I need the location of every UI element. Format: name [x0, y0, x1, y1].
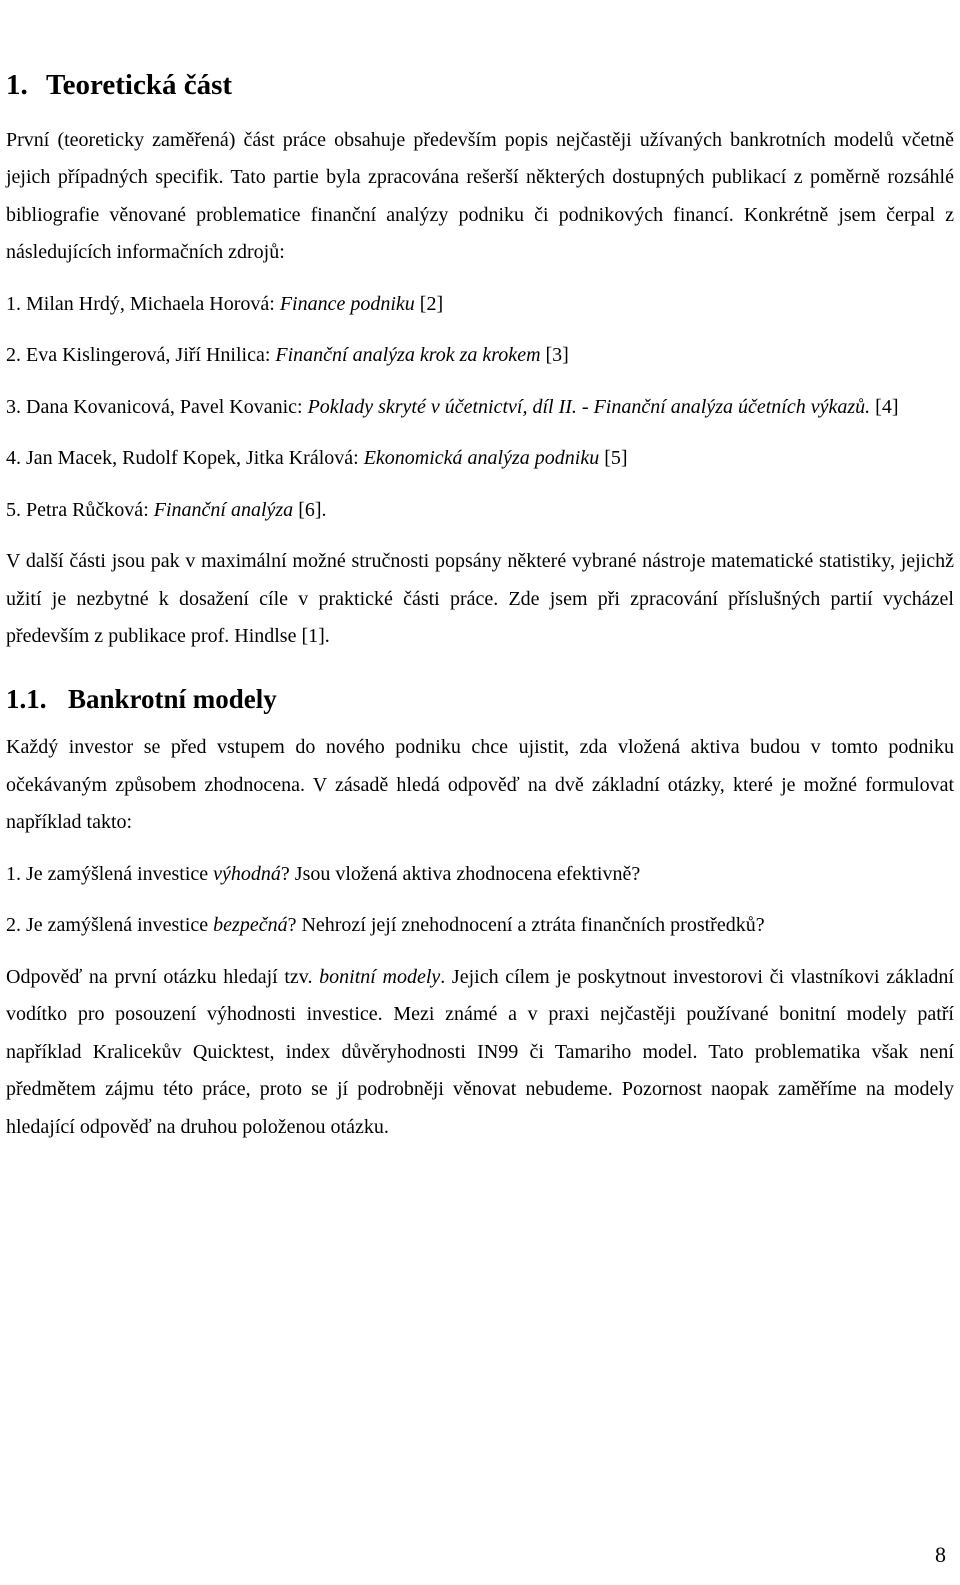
outro-paragraph: V další části jsou pak v maximální možné stručnosti popsány některé vybrané nástroje matematické statistiky, jejichž užití je nezbytné k dosažení cíle v praktické části práce. Zde jsem při zpracování příslušných partií vycházel především z publikace prof. Hindlse [1]. — [6, 550, 954, 648]
reference-title: Finanční analýza krok za krokem — [275, 344, 541, 367]
reference-title: Finance podniku — [279, 292, 415, 315]
reference-title: Ekonomická analýza podniku — [363, 447, 600, 470]
reference-title: Poklady skryté v účetnictví, díl II. - Finanční analýza účetních výkazů. — [307, 395, 871, 418]
bonity-paragraph: Odpověď na první otázku hledají tzv. bonitní modely. Jejich cílem je poskytnout investorovi či vlastníkovi základní vodítko pro posouzení výhodnosti investice. Mezi známé a v praxi nejčastěji používané bonitní modely patří například Kralicekův Quicktest, index důvěryhodnosti IN99 či Tamariho model. Tato problematika však není předmětem zájmu této práce, proto se jí podrobněji věnovat nebudeme. Pozornost naopak zaměříme na modely hledající odpověď na druhou položenou otázku. — [6, 965, 954, 1138]
reference-item: 1. Milan Hrdý, Michaela Horová: Finance podniku [2] — [6, 292, 444, 315]
reference-title: Finanční analýza — [153, 498, 294, 521]
reference-item: 2. Eva Kislingerová, Jiří Hnilica: Finanční analýza krok za krokem [3] — [6, 344, 569, 367]
question-item: 2. Je zamýšlená investice bezpečná? Nehrozí její znehodnocení a ztráta finančních prostředků? — [6, 914, 765, 937]
intro-paragraph — [6, 122, 954, 272]
reference-item: 4. Jan Macek, Rudolf Kopek, Jitka Králová: Ekonomická analýza podniku [5] — [6, 447, 628, 470]
subsection-title: Bankrotní modely — [68, 683, 277, 714]
question-emphasis: bezpečná — [213, 914, 288, 937]
subsection-heading — [6, 683, 954, 715]
question-item: 1. Je zamýšlená investice výhodná? Jsou vložená aktiva zhodnocena efektivně? — [6, 862, 641, 885]
question-emphasis: výhodná — [213, 862, 281, 885]
investor-paragraph: Každý investor se před vstupem do nového podniku chce ujistit, zda vložená aktiva budou v tomto podniku očekávaným způsobem zhodnocena. V zásadě hledá odpověď na dvě základní otázky, které je možné formulovat například takto: — [6, 736, 954, 834]
reference-list — [6, 286, 954, 530]
subsection-number: 1.1. — [6, 683, 47, 714]
intro-lead-text: První (teoreticky zaměřená) část práce obsahuje především popis nejčastěji užívaných bankrotních modelů včetně jejich případných specifik. Tato partie byla zpracována rešerší některých dostupných publikací z poměrně rozsáhlé bibliografie věnované problematice finanční analýzy podniku či podnikových financí. — [6, 128, 954, 226]
reference-item: 5. Petra Růčková: Finanční analýza [6]. — [6, 498, 327, 521]
section-number: 1. — [6, 69, 28, 101]
reference-item: 3. Dana Kovanicová, Pavel Kovanic: Poklady skryté v účetnictví, díl II. - Finanční analýza účetních výkazů. [4] — [6, 395, 899, 418]
intro-tail-text: Konkrétně jsem čerpal z následujících informačních zdrojů: — [6, 203, 954, 264]
page-number: 8 — [935, 1542, 946, 1567]
bonity-models-term: bonitní modely — [319, 965, 441, 988]
section-title: Teoretická část — [46, 69, 233, 101]
section-heading — [6, 68, 954, 103]
